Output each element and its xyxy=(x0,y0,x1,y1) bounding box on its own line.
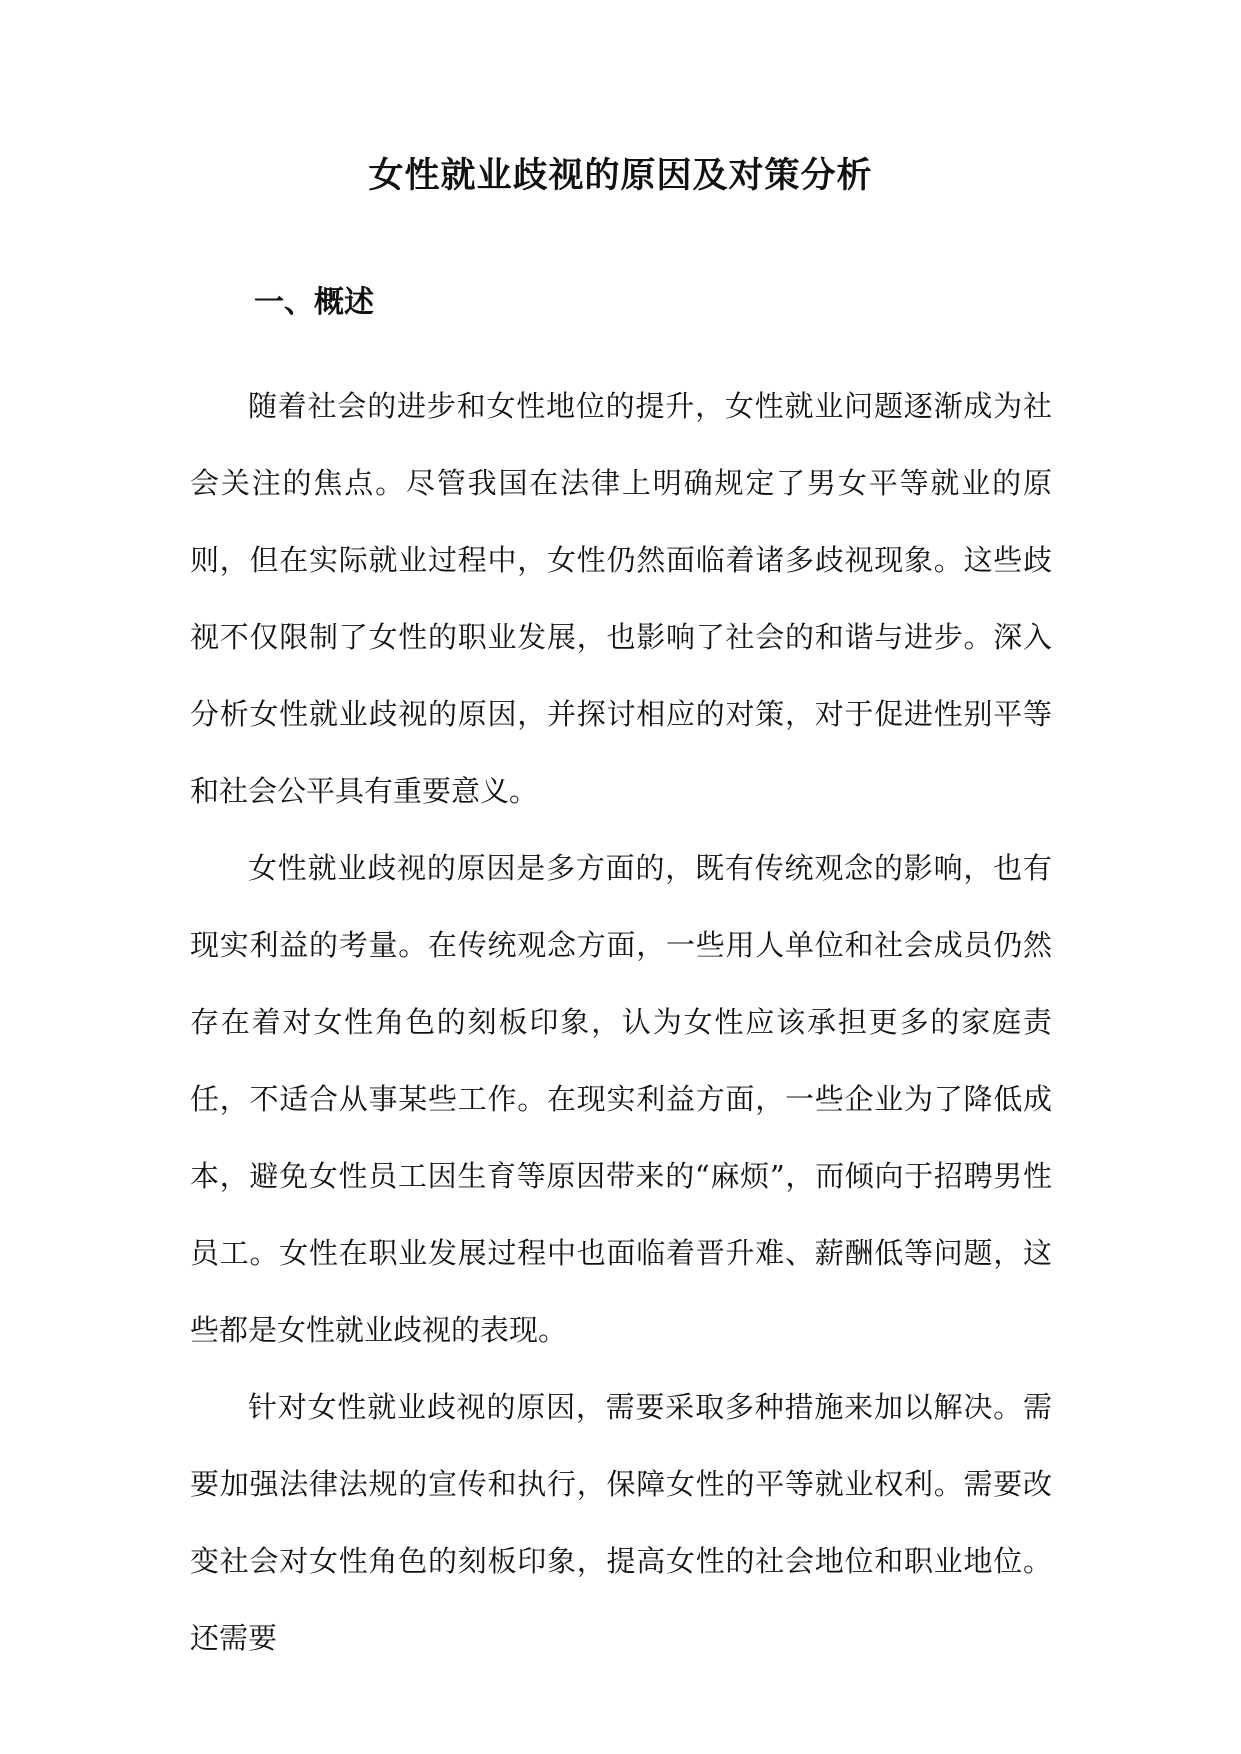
document-title: 女性就业歧视的原因及对策分析 xyxy=(368,155,873,196)
paragraph: 针对女性就业歧视的原因，需要采取多种措施来加以解决。需要加强法律法规的宣传和执行，保障女性的平等就业权利。需要改变社会对女性角色的刻板印象，提高女性的社会地位和职业地位。还需要 xyxy=(190,1390,1052,1655)
document-body xyxy=(190,368,1052,1677)
paragraph: 女性就业歧视的原因是多方面的，既有传统观念的影响，也有现实利益的考量。在传统观念方面，一些用人单位和社会成员仍然存在着对女性角色的刻板印象，认为女性应该承担更多的家庭责任，不适合从事某些工作。在现实利益方面，一些企业为了降低成本，避免女性员工因生育等原因带来的“麻烦”，而倾向于招聘男性员工。女性在职业发展过程中也面临着晋升难、薪酬低等问题，这些都是女性就业歧视的表现。 xyxy=(190,851,1052,1347)
paragraph: 随着社会的进步和女性地位的提升，女性就业问题逐渐成为社会关注的焦点。尽管我国在法律上明确规定了男女平等就业的原则，但在实际就业过程中，女性仍然面临着诸多歧视现象。这些歧视不仅限制了女性的职业发展，也影响了社会的和谐与进步。深入分析女性就业歧视的原因，并探讨相应的对策，对于促进性别平等和社会公平具有重要意义。 xyxy=(190,389,1052,808)
section-heading: 一、概述 xyxy=(254,285,374,320)
